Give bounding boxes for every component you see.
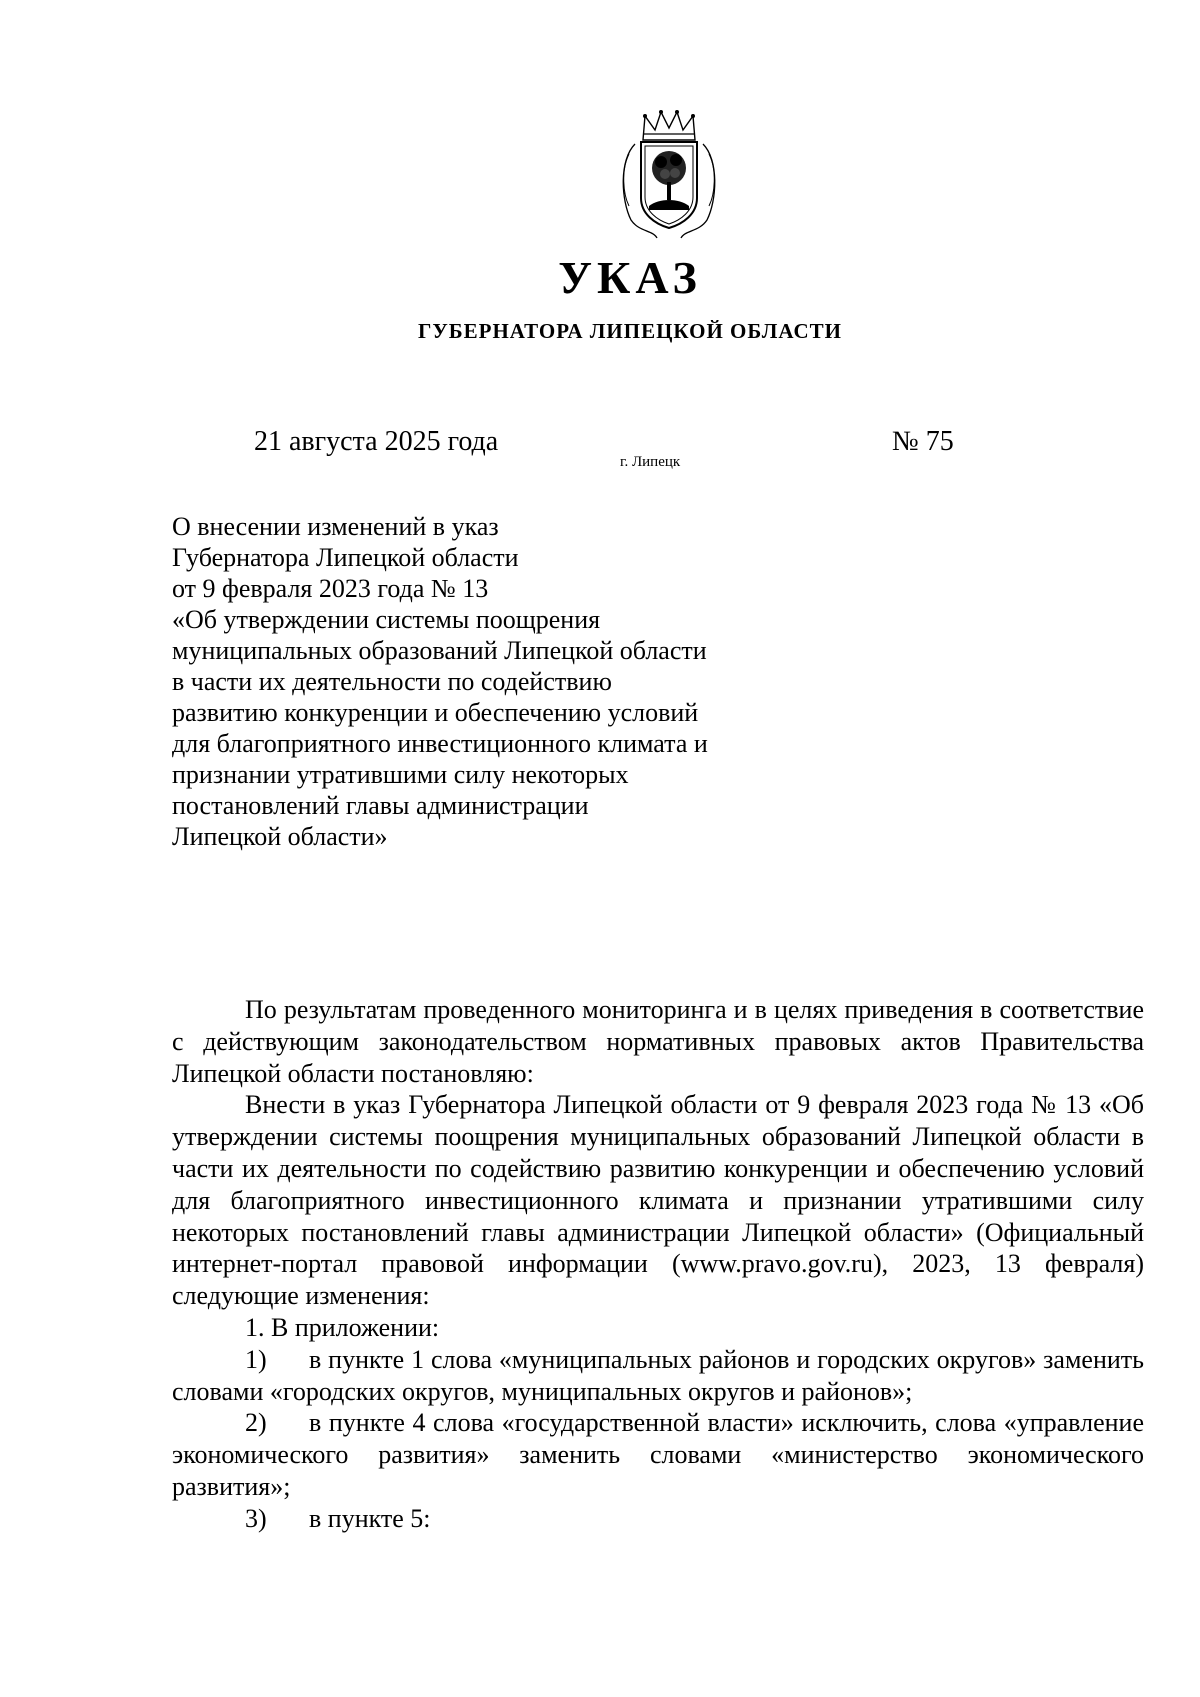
document-number: № 75 (892, 426, 954, 457)
body-paragraph: По результатам проведенного мониторинга и в целях приведения в соответствие с действующим законодательством нормативных правовых актов Правительства Липецкой области постановляю: (172, 995, 1144, 1088)
list-item (172, 1407, 1144, 1502)
heading-line: О внесении изменений в указ (172, 512, 499, 541)
document-heading (172, 511, 772, 852)
heading-line: Липецкой области» (172, 822, 388, 851)
heading-line: постановлений главы администрации (172, 791, 589, 820)
coat-of-arms-icon (613, 110, 725, 240)
document-title: УКАЗ (558, 252, 702, 303)
heading-line: в части их деятельности по содействию (172, 667, 612, 696)
heading-line: муниципальных образований Липецкой области (172, 636, 707, 665)
heading-line: развитию конкуренции и обеспечению условий (172, 698, 699, 727)
heading-line: «Об утверждении системы поощрения (172, 605, 601, 634)
list-item-text: в пункте 5: (309, 1503, 431, 1533)
document-date: 21 августа 2025 года (254, 426, 499, 457)
document-city: г. Липецк (620, 454, 681, 470)
heading-line: Губернатора Липецкой области (172, 543, 519, 572)
heading-line: признании утратившими силу некоторых (172, 760, 629, 789)
list-item-text: в пункте 4 слова «государственной власти» исключить, слова «управление экономического развития» заменить словами «министерство экономического развития»; (172, 1408, 1144, 1501)
heading-line: для благоприятного инвестиционного климата и (172, 729, 708, 758)
list-item (172, 1503, 1144, 1535)
body-paragraph: Внести в указ Губернатора Липецкой области от 9 февраля 2023 года № 13 «Об утверждении системы поощрения муниципальных образований Липецкой области в части их деятельности по содействию развитию конкуренции и обеспечению условий для благоприятного инвестиционного климата и признании утратившими силу некоторых постановлений главы администрации Липецкой области» (Официальный интернет-портал правовой информации (www.pravo.gov.ru), 2023, 13 февраля) следующие изменения: (172, 1090, 1144, 1311)
document-body (172, 994, 1144, 1535)
document-subtitle: ГУБЕРНАТОРА ЛИПЕЦКОЙ ОБЛАСТИ (417, 319, 843, 343)
list-item-heading: 1. В приложении: (245, 1312, 440, 1342)
list-item-number: 2) (245, 1408, 267, 1438)
list-item-number: 3) (245, 1503, 267, 1533)
list-item-text: в пункте 1 слова «муниципальных районов и городских округов» заменить словами «городских округов, муниципальных округов и районов»; (172, 1344, 1144, 1406)
list-item (172, 1344, 1144, 1408)
heading-line: от 9 февраля 2023 года № 13 (172, 574, 489, 603)
list-item-number: 1) (245, 1344, 267, 1374)
